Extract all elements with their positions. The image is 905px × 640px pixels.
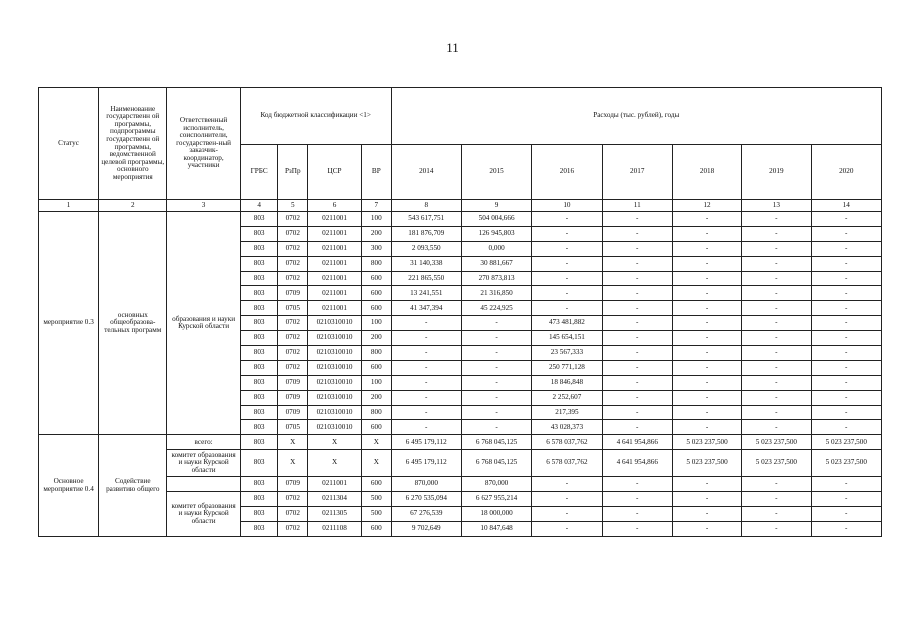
value-2020: - bbox=[811, 316, 882, 331]
vr-cell: 600 bbox=[362, 301, 392, 316]
grbs-cell: 803 bbox=[240, 507, 278, 522]
csr-cell: 0211001 bbox=[308, 301, 362, 316]
grbs-cell: 803 bbox=[240, 271, 278, 286]
column-number: 2 bbox=[99, 200, 167, 212]
column-number: 14 bbox=[811, 200, 882, 212]
value-2019: - bbox=[742, 375, 811, 390]
value-2015: - bbox=[461, 346, 531, 361]
vr-cell: 600 bbox=[362, 420, 392, 435]
header-budget-code: Код бюджетной классификации <1> bbox=[240, 88, 391, 145]
value-2017: 4 641 954,866 bbox=[602, 450, 672, 477]
value-2018: - bbox=[672, 226, 741, 241]
value-2016: - bbox=[532, 241, 602, 256]
table-row-total bbox=[39, 435, 882, 450]
header-year: 2014 bbox=[391, 145, 461, 200]
value-2014: 41 347,394 bbox=[391, 301, 461, 316]
value-2016: - bbox=[532, 301, 602, 316]
csr-cell: 0210310010 bbox=[308, 405, 362, 420]
vr-cell: 200 bbox=[362, 331, 392, 346]
header-year: 2018 bbox=[672, 145, 741, 200]
vr-cell: 600 bbox=[362, 521, 392, 536]
value-2018: - bbox=[672, 212, 741, 227]
header-rzpr: РзПр bbox=[278, 145, 308, 200]
grbs-cell: 803 bbox=[240, 492, 278, 507]
vr-cell: 100 bbox=[362, 375, 392, 390]
grbs-cell: 803 bbox=[240, 212, 278, 227]
header-program-name: Наименование государственн ой программы, подпрограммы государственн ой программы, ведомственной целевой программы, основного мероприятия bbox=[99, 88, 167, 200]
value-2016: 217,395 bbox=[532, 405, 602, 420]
vr-cell: 300 bbox=[362, 241, 392, 256]
rzpr-cell: X bbox=[278, 450, 308, 477]
csr-cell: 0211001 bbox=[308, 286, 362, 301]
csr-cell: 0210310010 bbox=[308, 331, 362, 346]
value-2018: - bbox=[672, 390, 741, 405]
grbs-cell: 803 bbox=[240, 435, 278, 450]
value-2020: - bbox=[811, 390, 882, 405]
executor-cell: образования и науки Курской области bbox=[167, 212, 240, 435]
value-2015: - bbox=[461, 316, 531, 331]
value-2015: 6 768 045,125 bbox=[461, 435, 531, 450]
value-2014: - bbox=[391, 375, 461, 390]
rzpr-cell: 0702 bbox=[278, 507, 308, 522]
value-2014: - bbox=[391, 346, 461, 361]
value-2016: 6 578 037,762 bbox=[532, 450, 602, 477]
rzpr-cell: 0702 bbox=[278, 226, 308, 241]
header-year: 2020 bbox=[811, 145, 882, 200]
grbs-cell: 803 bbox=[240, 316, 278, 331]
column-number: 1 bbox=[39, 200, 99, 212]
csr-cell: 0211304 bbox=[308, 492, 362, 507]
budget-table bbox=[38, 87, 882, 537]
csr-cell: 0211001 bbox=[308, 271, 362, 286]
value-2015: 18 000,000 bbox=[461, 507, 531, 522]
value-2018: - bbox=[672, 241, 741, 256]
vr-cell: 600 bbox=[362, 286, 392, 301]
value-2015: 30 881,667 bbox=[461, 256, 531, 271]
total-label: всего: bbox=[167, 435, 240, 450]
value-2016: - bbox=[532, 507, 602, 522]
vr-cell: 600 bbox=[362, 360, 392, 375]
value-2020: 5 023 237,500 bbox=[811, 450, 882, 477]
csr-cell: 0210310010 bbox=[308, 420, 362, 435]
vr-cell: 500 bbox=[362, 507, 392, 522]
vr-cell: X bbox=[362, 450, 392, 477]
value-2018: - bbox=[672, 331, 741, 346]
grbs-cell: 803 bbox=[240, 360, 278, 375]
program-name-cell: основных общеобразова-тельных программ bbox=[99, 212, 167, 435]
rzpr-cell: 0709 bbox=[278, 390, 308, 405]
value-2020: - bbox=[811, 256, 882, 271]
value-2018: 5 023 237,500 bbox=[672, 450, 741, 477]
grbs-cell: 803 bbox=[240, 450, 278, 477]
value-2015: 126 945,803 bbox=[461, 226, 531, 241]
header-csr: ЦСР bbox=[308, 145, 362, 200]
vr-cell: 500 bbox=[362, 492, 392, 507]
csr-cell: 0210310010 bbox=[308, 375, 362, 390]
value-2016: - bbox=[532, 256, 602, 271]
value-2016: 18 846,848 bbox=[532, 375, 602, 390]
value-2014: 181 876,709 bbox=[391, 226, 461, 241]
header-expenses: Расходы (тыс. рублей), годы bbox=[391, 88, 881, 145]
value-2019: - bbox=[742, 212, 811, 227]
value-2018: - bbox=[672, 346, 741, 361]
column-number: 8 bbox=[391, 200, 461, 212]
column-number: 12 bbox=[672, 200, 741, 212]
vr-cell: 100 bbox=[362, 316, 392, 331]
value-2017: - bbox=[602, 226, 672, 241]
value-2019: - bbox=[742, 286, 811, 301]
value-2020: - bbox=[811, 375, 882, 390]
status-cell: Основное мероприятие 0.4 bbox=[39, 435, 99, 536]
value-2019: - bbox=[742, 360, 811, 375]
value-2016: - bbox=[532, 477, 602, 492]
rzpr-cell: 0709 bbox=[278, 477, 308, 492]
value-2020: 5 023 237,500 bbox=[811, 435, 882, 450]
csr-cell: X bbox=[308, 435, 362, 450]
value-2015: 0,000 bbox=[461, 241, 531, 256]
value-2019: - bbox=[742, 521, 811, 536]
value-2016: - bbox=[532, 271, 602, 286]
grbs-cell: 803 bbox=[240, 405, 278, 420]
value-2015: - bbox=[461, 420, 531, 435]
value-2018: - bbox=[672, 256, 741, 271]
value-2015: 6 627 955,214 bbox=[461, 492, 531, 507]
header-vr: ВР bbox=[362, 145, 392, 200]
header-year: 2019 bbox=[742, 145, 811, 200]
value-2019: - bbox=[742, 241, 811, 256]
grbs-cell: 803 bbox=[240, 521, 278, 536]
value-2017: - bbox=[602, 390, 672, 405]
header-executor: Ответственный исполнитель, соисполнители, государствен-ный заказчик-координатор, участники bbox=[167, 88, 240, 200]
value-2014: 9 702,649 bbox=[391, 521, 461, 536]
value-2016: 145 654,151 bbox=[532, 331, 602, 346]
value-2017: - bbox=[602, 316, 672, 331]
column-number: 13 bbox=[742, 200, 811, 212]
grbs-cell: 803 bbox=[240, 346, 278, 361]
rzpr-cell: X bbox=[278, 435, 308, 450]
value-2016: 6 578 037,762 bbox=[532, 435, 602, 450]
value-2019: - bbox=[742, 226, 811, 241]
value-2017: - bbox=[602, 346, 672, 361]
value-2016: - bbox=[532, 521, 602, 536]
program-name-cell: Содействие развитию общего bbox=[99, 435, 167, 536]
header-grbs: ГРБС bbox=[240, 145, 278, 200]
value-2019: - bbox=[742, 405, 811, 420]
value-2019: - bbox=[742, 271, 811, 286]
value-2020: - bbox=[811, 477, 882, 492]
vr-cell: 100 bbox=[362, 212, 392, 227]
value-2014: 870,000 bbox=[391, 477, 461, 492]
value-2018: - bbox=[672, 477, 741, 492]
value-2014: - bbox=[391, 390, 461, 405]
value-2016: 2 252,607 bbox=[532, 390, 602, 405]
value-2020: - bbox=[811, 420, 882, 435]
column-number: 9 bbox=[461, 200, 531, 212]
csr-cell: 0211001 bbox=[308, 212, 362, 227]
column-number: 6 bbox=[308, 200, 362, 212]
value-2017: - bbox=[602, 241, 672, 256]
value-2018: - bbox=[672, 301, 741, 316]
value-2015: 45 224,925 bbox=[461, 301, 531, 316]
value-2016: - bbox=[532, 286, 602, 301]
grbs-cell: 803 bbox=[240, 256, 278, 271]
value-2016: - bbox=[532, 492, 602, 507]
value-2016: 473 481,882 bbox=[532, 316, 602, 331]
grbs-cell: 803 bbox=[240, 301, 278, 316]
value-2017: - bbox=[602, 301, 672, 316]
column-number: 7 bbox=[362, 200, 392, 212]
csr-cell: 0211001 bbox=[308, 477, 362, 492]
value-2014: - bbox=[391, 420, 461, 435]
value-2014: 67 276,539 bbox=[391, 507, 461, 522]
grbs-cell: 803 bbox=[240, 375, 278, 390]
header-status: Статус bbox=[39, 88, 99, 200]
value-2019: 5 023 237,500 bbox=[742, 450, 811, 477]
rzpr-cell: 0702 bbox=[278, 346, 308, 361]
vr-cell: 600 bbox=[362, 477, 392, 492]
value-2016: 250 771,128 bbox=[532, 360, 602, 375]
value-2017: - bbox=[602, 420, 672, 435]
vr-cell: 200 bbox=[362, 390, 392, 405]
column-number: 4 bbox=[240, 200, 278, 212]
rzpr-cell: 0702 bbox=[278, 331, 308, 346]
value-2015: - bbox=[461, 331, 531, 346]
value-2018: - bbox=[672, 375, 741, 390]
csr-cell: 0211108 bbox=[308, 521, 362, 536]
value-2017: - bbox=[602, 405, 672, 420]
rzpr-cell: 0705 bbox=[278, 301, 308, 316]
value-2015: - bbox=[461, 390, 531, 405]
value-2020: - bbox=[811, 301, 882, 316]
csr-cell: 0210310010 bbox=[308, 346, 362, 361]
value-2015: 6 768 045,125 bbox=[461, 450, 531, 477]
value-2018: 5 023 237,500 bbox=[672, 435, 741, 450]
value-2017: - bbox=[602, 360, 672, 375]
grbs-cell: 803 bbox=[240, 390, 278, 405]
value-2017: - bbox=[602, 271, 672, 286]
rzpr-cell: 0702 bbox=[278, 212, 308, 227]
rzpr-cell: 0705 bbox=[278, 420, 308, 435]
value-2020: - bbox=[811, 271, 882, 286]
value-2015: 21 316,850 bbox=[461, 286, 531, 301]
executor-cell: комитет образования и науки Курской области bbox=[167, 450, 240, 477]
rzpr-cell: 0709 bbox=[278, 286, 308, 301]
value-2014: 6 270 535,094 bbox=[391, 492, 461, 507]
value-2018: - bbox=[672, 360, 741, 375]
rzpr-cell: 0702 bbox=[278, 521, 308, 536]
value-2019: - bbox=[742, 301, 811, 316]
value-2015: - bbox=[461, 360, 531, 375]
value-2017: - bbox=[602, 492, 672, 507]
grbs-cell: 803 bbox=[240, 477, 278, 492]
value-2020: - bbox=[811, 405, 882, 420]
column-number: 5 bbox=[278, 200, 308, 212]
vr-cell: 800 bbox=[362, 256, 392, 271]
header-year: 2017 bbox=[602, 145, 672, 200]
value-2017: - bbox=[602, 256, 672, 271]
value-2020: - bbox=[811, 226, 882, 241]
table-row bbox=[39, 212, 882, 227]
vr-cell: 200 bbox=[362, 226, 392, 241]
value-2014: - bbox=[391, 316, 461, 331]
value-2016: - bbox=[532, 212, 602, 227]
value-2020: - bbox=[811, 241, 882, 256]
value-2019: - bbox=[742, 316, 811, 331]
value-2014: 13 241,551 bbox=[391, 286, 461, 301]
value-2020: - bbox=[811, 286, 882, 301]
value-2019: - bbox=[742, 507, 811, 522]
executor-cell: комитет образования и науки Курской области bbox=[167, 492, 240, 537]
value-2018: - bbox=[672, 271, 741, 286]
value-2016: 43 028,373 bbox=[532, 420, 602, 435]
value-2018: - bbox=[672, 492, 741, 507]
csr-cell: 0211305 bbox=[308, 507, 362, 522]
value-2016: 23 567,333 bbox=[532, 346, 602, 361]
value-2017: - bbox=[602, 507, 672, 522]
value-2019: - bbox=[742, 390, 811, 405]
rzpr-cell: 0702 bbox=[278, 241, 308, 256]
value-2019: - bbox=[742, 256, 811, 271]
column-number-row bbox=[39, 200, 882, 212]
rzpr-cell: 0709 bbox=[278, 375, 308, 390]
value-2020: - bbox=[811, 521, 882, 536]
value-2015: 870,000 bbox=[461, 477, 531, 492]
column-number: 11 bbox=[602, 200, 672, 212]
value-2014: 6 495 179,112 bbox=[391, 435, 461, 450]
value-2019: - bbox=[742, 331, 811, 346]
value-2014: 221 865,550 bbox=[391, 271, 461, 286]
vr-cell: 800 bbox=[362, 346, 392, 361]
grbs-cell: 803 bbox=[240, 286, 278, 301]
rzpr-cell: 0702 bbox=[278, 256, 308, 271]
value-2019: - bbox=[742, 420, 811, 435]
column-number: 10 bbox=[532, 200, 602, 212]
value-2016: - bbox=[532, 226, 602, 241]
value-2018: - bbox=[672, 420, 741, 435]
rzpr-cell: 0702 bbox=[278, 360, 308, 375]
csr-cell: 0210310010 bbox=[308, 316, 362, 331]
grbs-cell: 803 bbox=[240, 331, 278, 346]
value-2020: - bbox=[811, 507, 882, 522]
value-2018: - bbox=[672, 507, 741, 522]
rzpr-cell: 0709 bbox=[278, 405, 308, 420]
executor-cell bbox=[167, 477, 240, 492]
status-cell: мероприятие 0.3 bbox=[39, 212, 99, 435]
value-2014: 6 495 179,112 bbox=[391, 450, 461, 477]
rzpr-cell: 0702 bbox=[278, 271, 308, 286]
value-2020: - bbox=[811, 492, 882, 507]
grbs-cell: 803 bbox=[240, 226, 278, 241]
value-2017: - bbox=[602, 477, 672, 492]
value-2020: - bbox=[811, 346, 882, 361]
value-2019: - bbox=[742, 346, 811, 361]
csr-cell: 0210310010 bbox=[308, 360, 362, 375]
value-2018: - bbox=[672, 405, 741, 420]
grbs-cell: 803 bbox=[240, 420, 278, 435]
value-2017: - bbox=[602, 331, 672, 346]
value-2019: 5 023 237,500 bbox=[742, 435, 811, 450]
value-2015: - bbox=[461, 375, 531, 390]
rzpr-cell: 0702 bbox=[278, 492, 308, 507]
value-2018: - bbox=[672, 521, 741, 536]
column-number: 3 bbox=[167, 200, 240, 212]
csr-cell: 0210310010 bbox=[308, 390, 362, 405]
value-2018: - bbox=[672, 316, 741, 331]
csr-cell: 0211001 bbox=[308, 256, 362, 271]
value-2019: - bbox=[742, 492, 811, 507]
csr-cell: 0211001 bbox=[308, 241, 362, 256]
value-2014: 2 093,550 bbox=[391, 241, 461, 256]
value-2020: - bbox=[811, 360, 882, 375]
value-2015: - bbox=[461, 405, 531, 420]
value-2017: - bbox=[602, 375, 672, 390]
vr-cell: 800 bbox=[362, 405, 392, 420]
value-2014: 31 140,338 bbox=[391, 256, 461, 271]
vr-cell: X bbox=[362, 435, 392, 450]
rzpr-cell: 0702 bbox=[278, 316, 308, 331]
page-number: 11 bbox=[446, 40, 459, 55]
value-2020: - bbox=[811, 212, 882, 227]
value-2017: - bbox=[602, 212, 672, 227]
vr-cell: 600 bbox=[362, 271, 392, 286]
value-2014: - bbox=[391, 405, 461, 420]
header-year: 2016 bbox=[532, 145, 602, 200]
header-year: 2015 bbox=[461, 145, 531, 200]
value-2017: - bbox=[602, 286, 672, 301]
grbs-cell: 803 bbox=[240, 241, 278, 256]
value-2014: - bbox=[391, 360, 461, 375]
value-2015: 504 004,666 bbox=[461, 212, 531, 227]
csr-cell: X bbox=[308, 450, 362, 477]
value-2015: 270 873,813 bbox=[461, 271, 531, 286]
value-2014: - bbox=[391, 331, 461, 346]
value-2020: - bbox=[811, 331, 882, 346]
value-2014: 543 617,751 bbox=[391, 212, 461, 227]
value-2019: - bbox=[742, 477, 811, 492]
value-2017: - bbox=[602, 521, 672, 536]
value-2015: 10 847,648 bbox=[461, 521, 531, 536]
value-2018: - bbox=[672, 286, 741, 301]
value-2017: 4 641 954,866 bbox=[602, 435, 672, 450]
csr-cell: 0211001 bbox=[308, 226, 362, 241]
